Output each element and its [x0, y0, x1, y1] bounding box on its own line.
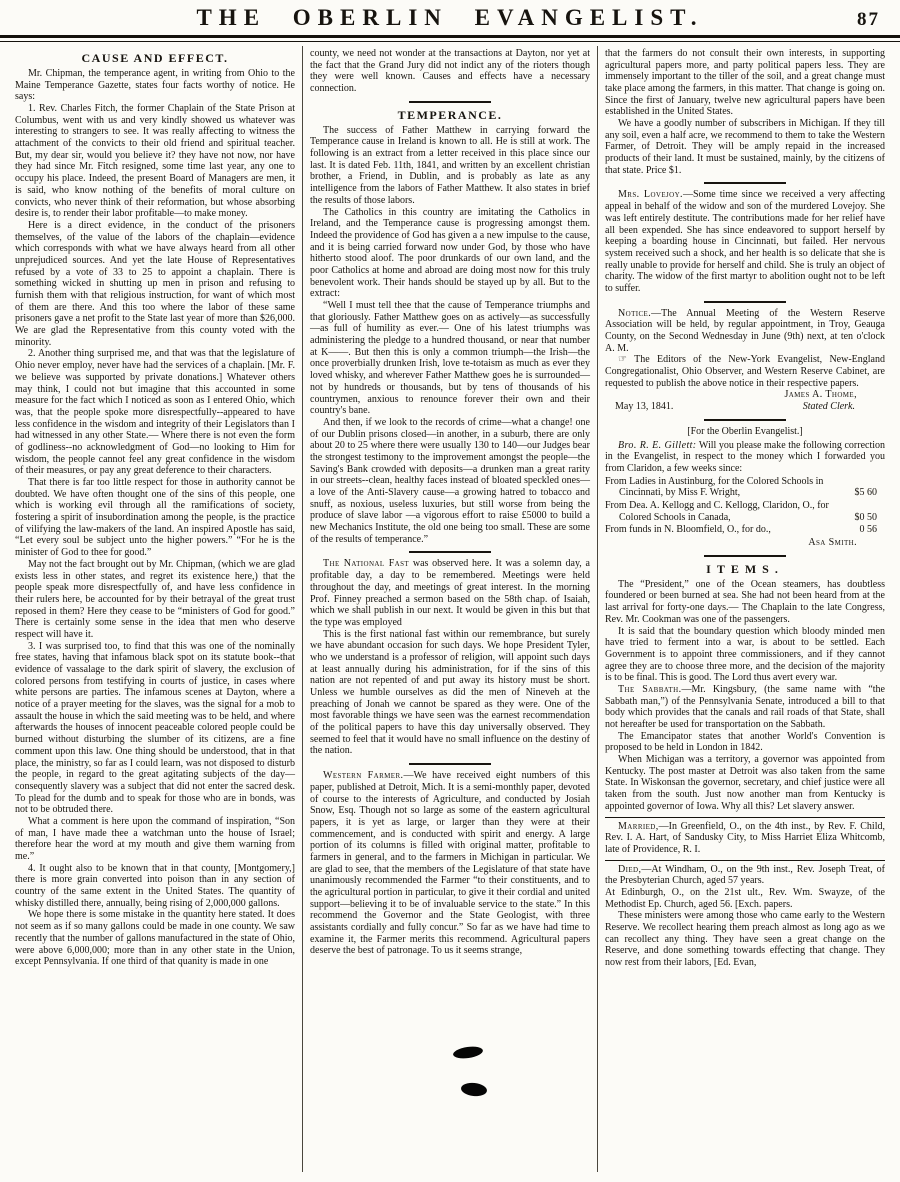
paragraph: That there is far too little respect for those in authority cannot be doubted. We have often thought one of the sins of this people, one which is working evil through all the ramifications of society, fostering a spirit of insubordination among the people, is the practice of vilifying the law-makers of the land. An inspired Apostle has said, “Let every soul be subject unto the higher powers.” “For he is the minister of God to thee for good.”	[15, 477, 295, 559]
column-1	[8, 46, 302, 1172]
section-divider	[704, 419, 786, 421]
paragraph: The Catholics in this country are imitating the Catholics in Ireland, and the Temperance cause is progressing amongst them. Indeed the providence of God has given a a new impulse to the cause, and it is being carried forward now under God, by those who have hitherto stood aloof. The poor drunkards of our own land, and the poor Catholics at home and abroad are doing most now for this truly benevolent work. Their hands should be stayed up by all. But to the extract:	[310, 206, 590, 300]
masthead	[0, 0, 900, 42]
centered-line: [For the Oberlin Evangelist.]	[687, 425, 803, 437]
dateline	[605, 401, 885, 413]
donation-line	[605, 524, 885, 536]
paragraph: 1. Rev. Charles Fitch, the former Chaplain of the State Prison at Columbus, went with us and very kindly showed us whatever was interesting to strangers to see. It was really affecting to witness the attachment of the convicts to their old friend and spiritual teacher. But, my dear sir, would you believe it? they have not now, nor have they had since Mr. Fitch resigned, some time last year, any one to occupy his place. Indeed, the present Board of Managers are men, it is said, who know nothing of the benefits of moral culture on convicts, who never think of their reformation, but whose absorbing desire is, to render their labor profitable—to make money.	[15, 103, 295, 220]
paragraph: Western Farmer.—We have received eight numbers of this paper, published at Detroit, Mich. It is a semi-monthly paper, devoted of course to the interests of Agriculture, and conducted by Josiah Snow, Esq. Though not so large as some of the eastern agricultural papers, it is yet as large, or larger than they were at their commencement, and is conducted with spirit and energy. A large portion of its columns is filled with original matter, profitable to farmers in general, and to the farmers in Michigan in particular. We are glad to see, that the members of the Legislature of that state have unanimously recommended the Farmer “to their constituents, and to the agricultural portion in particular, to give it their cordial and united support—believing it to be of invaluable service to the state.” In this recommend the Governor and the State Geologist, with three assistants cordially and fully concur.” So far as we have had time to examine it, the Farmer merits this recommend. Agricultural papers deserve the best of patronage. To us it seems strange,	[310, 770, 591, 957]
section-heading: ITEMS.	[706, 561, 784, 576]
masthead-rule	[0, 35, 900, 42]
paragraph: This is the first national fast within our remembrance, but surely we have abundant occasion for such days. We hope President Tyler, who we understand is a professor of religion, will appoint such days at least annually during his administration, for if the sins of this nation are not repented of and put away its history must be short. Unless we humble ourselves as did the men of Nineveh at the preaching of Jonah we cannot be spared as they were. One of the most favorable things we have seen was the earnest recommendation of the political papers to have this day universally observed. They seemed to feel that it would have no small influence on the destiny of the nation.	[310, 628, 590, 757]
paragraph: The National Fast was observed here. It was a solemn day, a profitable day, a day to be remembered. Meetings were held throughout the day, and meetings of great interest. In the morning Prof. Finney preached a sermon based on the 58th chap. of Isaiah, which we shall publish in our next. It would be given in this but that the type was employed	[310, 558, 590, 628]
paragraph: At Edinburgh, O., on the 21st ult., Rev. Wm. Swayze, of the Methodist Ep. Church, aged 56. [Exch. papers.	[605, 886, 885, 910]
paragraph: We have a goodly number of subscribers in Michigan. If they till any soil, even a half acre, we recommend to them to take the Western Farmer, of Detroit. They will be amply repaid in the increased products of their land. It must be sustained, mainly, by the citizens of that state. Price $1.	[605, 118, 885, 176]
paragraph-lead: The National Fast	[323, 558, 410, 570]
donation-text: From Ladies in Austinburg, for the Colored Schools in Cincinnati, by Miss F. Wright,	[605, 475, 824, 499]
donation-text: From funds in N. Bloomfield, O., for do.,	[605, 524, 771, 536]
paragraph: 3. I was surprised too, to find that this was one of the nominally free states, having that infamous black spot on its statute book--that evidence of vassalage to the dark spirit of slavery, the exclusion of colored persons from testifying in courts of justice, in cases where white persons are parties. The infamous scenes at Dayton, where a notice of a prayer meeting for the slaves, was the signal for a mob to assault the house in which the said meeting was to be held, and where afterwards the houses of innocent peaceable colored people could be burned without disturbing the slumber of its citizens, are a fine comment upon this law. One thing should be understood, that in that place, the ministry, so far as I could learn, was not disposed to disturb the people, in regard to the great agitating subjects of the day—consequently slavery was a subject that did not enter the sacred desk. To plead for the dumb and to speak for those who are in bonds, was not to be obtruded there.	[15, 640, 295, 816]
dateline-title: Stated Clerk.	[802, 401, 855, 413]
paragraph: that the farmers do not consult their own interests, in supporting agricultural papers more, and party political papers less. They are immensely important to the tiller of the soil, and a great change must take place among the farmers, in this matter. That change is going on. Since the first of January, twelve new agricultural papers have been established in the United States.	[605, 47, 885, 118]
paragraph: The Sabbath.—Mr. Kingsbury, (the same name with “the Sabbath man,”) of the Pennsylvania Senate, introduced a bill to that body which provides that the canals and rail roads of that State, shall not hereafter be used for transportation on the Sabbath.	[605, 683, 885, 730]
paragraph: What a comment is here upon the command of inspiration, “Son of man, I have made thee a watchman unto the house of Israel; therefore hear the word at my mouth and give them warning from me.”	[15, 815, 295, 862]
paragraph-lead: Mrs. Lovejoy.	[618, 189, 683, 201]
section-divider	[704, 182, 786, 184]
paragraph-lead: Western Farmer.	[323, 770, 404, 782]
dateline-date: May 13, 1841.	[615, 401, 674, 413]
article-columns	[0, 42, 900, 1172]
donation-line	[605, 476, 885, 499]
ink-blot	[452, 1045, 483, 1060]
paragraph: The “President,” one of the Ocean steamers, has doubtless foundered or been burned at sea. She had not been heard from at the last arrival for forty-one days.— The Chaplain to the late Congress, Rev. Mr. Cookman was one of the passengers.	[605, 578, 885, 625]
paragraph: It is said that the boundary question which bloody minded men have tried to ferment into a war, is about to be settled. Each Government is to appoint three commissioners, and if they cannot agree they are to choose three more, and the decision of the majority is to be final. This is good. The Lord thus avert every war.	[605, 625, 885, 684]
paragraph-lead: The Sabbath.	[618, 683, 682, 695]
ink-blot	[460, 1082, 487, 1098]
section-divider	[409, 551, 491, 553]
column-2	[302, 46, 597, 1172]
donation-text: From Dea. A. Kellogg and C. Kellogg, Claridon, O., for Colored Schools in Canada,	[605, 499, 829, 523]
paragraph: ☞ The Editors of the New-York Evangelist, New-England Congregationalist, Ohio Observer, and Western Reserve Cabinet, are requested to publish the above notice in their respective papers.	[605, 354, 885, 389]
donation-line	[605, 500, 885, 523]
paragraph: “Well I must tell thee that the cause of Temperance triumphs and that gloriously. Father Matthew goes on as actively—as successfully—as full of humility as ever.— One of his latest triumphs was administering the pledge to a hundred thousand, or near that number at K——. But then this is only a common triumph—the Irish—the once proverbially drunken Irish, love te-totaism as much as ever they loved whisky, and wherever Father Matthew goes he is surrounded—not by hundreds or thousands, but by tens of thousands of his countrymen, anxious to renounce forever their own and their country's bane.	[310, 300, 590, 417]
section-divider	[704, 301, 786, 303]
paragraph: Notice.—The Annual Meeting of the Western Reserve Association will be held, by regular appointment, in Troy, Geauga County, on the Second Wednesday in June (9th) next, at ten o'clock A. M.	[605, 307, 885, 354]
paragraph: These ministers were among those who came early to the Western Reserve. We recollect hearing them preach almost as long ago as we can recollect any thing. They have seen a great change on the Reserve, and done something towards effecting that change. They now rest from their labors, [Ed. Evan,	[605, 910, 885, 969]
page-number: 87	[857, 9, 880, 30]
section-heading: TEMPERANCE.	[397, 107, 503, 122]
masthead-row	[0, 5, 900, 32]
paragraph-lead: Married,	[618, 820, 659, 832]
newspaper-title: THE OBERLIN EVANGELIST.	[196, 5, 704, 30]
paragraph: We hope there is some mistake in the quantity here stated. It does not seem as if so many gallons could be made in one county. We saw recently that the number of gallons manufactured in the state of Ohio, were above 6,000,000; more than in any other state in the Union, except Pennsylvania. If one third of that quanity is made in one	[15, 909, 295, 968]
column-3	[597, 46, 892, 1172]
paragraph: 2. Another thing surprised me, and that was that the legislature of Ohio never employ, never have had the services of a chaplain. [Mr. F. we believe was supported by private donations.] Whatever others may think, I could not but imagine that this accounted in some measure for the fact which I noticed as soon as I entered Ohio, which was, that the people spoke more disrespectfully--appeared to have less confidence in the wisdom and integrity of their Legislators than I had witnessed in any other State.— Where there is not even the form of godliness--no acknowledgment of God—no looking to Him for wisdom, the people cannot feel any great confidence in the wisdom of their measures, or pay any great deference to their characters.	[15, 348, 295, 477]
paragraph: county, we need not wonder at the transactions at Dayton, nor yet at the fact that the Grand Jury did not indict any of the rioters though they were well known. Causes and effects have a necessary connection.	[310, 47, 590, 94]
paragraph: The Emancipator states that another World's Convention is proposed to be held in London in 1842.	[605, 730, 885, 754]
paragraph: Here is a direct evidence, in the conduct of the prisoners themselves, of the value of the labors of the chaplain—evidence which corresponds with what we have always heard from all other unprejudiced sources. And yet the late House of Representatives refused by a vote of 33 to 25 to appoint a chaplain. There is something wicked in shutting up men in prison and refusing to furnish them with that religious instruction, for want of which most of them are there. And this too where the labor of these same prisoners gave a net profit to the State last year of more than $26,000. We are glad the Representative from this county voted with the minority.	[15, 219, 295, 348]
donation-amount: 0 56	[859, 524, 877, 536]
signature: Asa Smith.	[808, 537, 857, 549]
signature: James A. Thome,	[784, 389, 857, 401]
section-divider	[409, 101, 491, 103]
section-divider	[704, 555, 786, 557]
paragraph: May not the fact brought out by Mr. Chipman, (which we are glad exists less in other states, and regret its existence here,) that the people speak more disrespectfully of, and have less confidence in their rulers here, be accounted for by their betrayal of the great trust reposed in them? Here they cease to be “ministers of God for good.” There is certainly some sense in the idea that men who deserve respect will have it.	[15, 558, 295, 640]
paragraph-lead: Died,	[618, 863, 642, 875]
paragraph: 4. It ought also to be known that in that county, [Montgomery,] there is more grain converted into poison than in any section of country of the same extent in the United States. The quantity of whisky distilled there, annually, being rising of 2,000,000 gallons.	[15, 862, 295, 909]
section-heading: CAUSE AND EFFECT.	[81, 50, 229, 65]
paragraph: When Michigan was a territory, a governor was appointed from Kentucky. The post master at Detroit was also taken from the same State. In Wiskonsan the governor, secretary, and chief justice were all taken from the south. Just now another man from Kentucky is appointed governor of Iowa. Why all this? Let slavery answer.	[605, 754, 885, 812]
paragraph: Died,—At Windham, O., on the 9th inst., Rev. Joseph Treat, of the Presbyterian Church, aged 57 years.	[605, 863, 885, 887]
paragraph: And then, if we look to the records of crime—what a change! one of our Dublin prisons closed—in another, in a suburb, there are only about 20 to 25 where there were usually 130 to 140—our Judges bear the strongest testimony to the improvement amongst the people—the Saving's Bank crowded with deposits—a drunken man a great rarity in our streets--clean, healthy faces instead of bloated speckled ones—a love of the Anti-Slavery cause—a growing hatred to tobacco and snuff, as noxious, useless luxuries, but still worse from being the produce of slave labor —a vigorous effort to raise £5000 to build a new Mechanics Institute, the old one being too small. These are some of the results of temperance.”	[310, 416, 590, 545]
donation-amount: $5 60	[854, 487, 877, 499]
column-rule	[605, 860, 885, 861]
donation-amount: $0 50	[854, 511, 877, 523]
paragraph: Mrs. Lovejoy.—Some time since we received a very affecting appeal in behalf of the widow and son of the murdered Lovejoy. She was left entirely destitute. The contributions made for her relief have all been expended. She has since endeavored to support herself by keeping a boarding house in Cincinnati, but failed. Her nervous system received such a shock, and her health is so delicate that she is really unable to provide for herself and child. She is truly an object of charity. The widow of the first martyr to abolition ought not to be left to suffer.	[605, 189, 885, 294]
paragraph-lead: Notice.	[618, 307, 652, 319]
paragraph: Married,—In Greenfield, O., on the 4th inst., by Rev. F. Child, Rev. I. A. Hart, of Sandusky City, to Miss Harriet Eliza Whitcomb, late of Providence, R. I.	[605, 820, 885, 855]
section-divider	[409, 763, 491, 765]
column-rule	[605, 817, 885, 818]
paragraph: Bro. R. E. Gillett: Will you please make the following correction in the Evangelist, in respect to the money which I forwarded you from Claridon, a few weeks since:	[605, 439, 886, 474]
paragraph: The success of Father Matthew in carrying forward the Temperance cause in Ireland is known to all. He is still at work. The following is an extract from a letter received in this place since our last. It is dated Feb. 11th, 1841, and written by an excellent christian brother, a Friend, in Dublin, and is probably as late as any intelligence from the labors of Father Matthew. It also states in brief the results of those labors.	[310, 124, 590, 206]
paragraph: Mr. Chipman, the temperance agent, in writing from Ohio to the Maine Temperance Gazette, states four facts worthy of notice. He says:	[15, 67, 295, 103]
paragraph-lead: Bro. R. E. Gillett:	[618, 439, 697, 451]
